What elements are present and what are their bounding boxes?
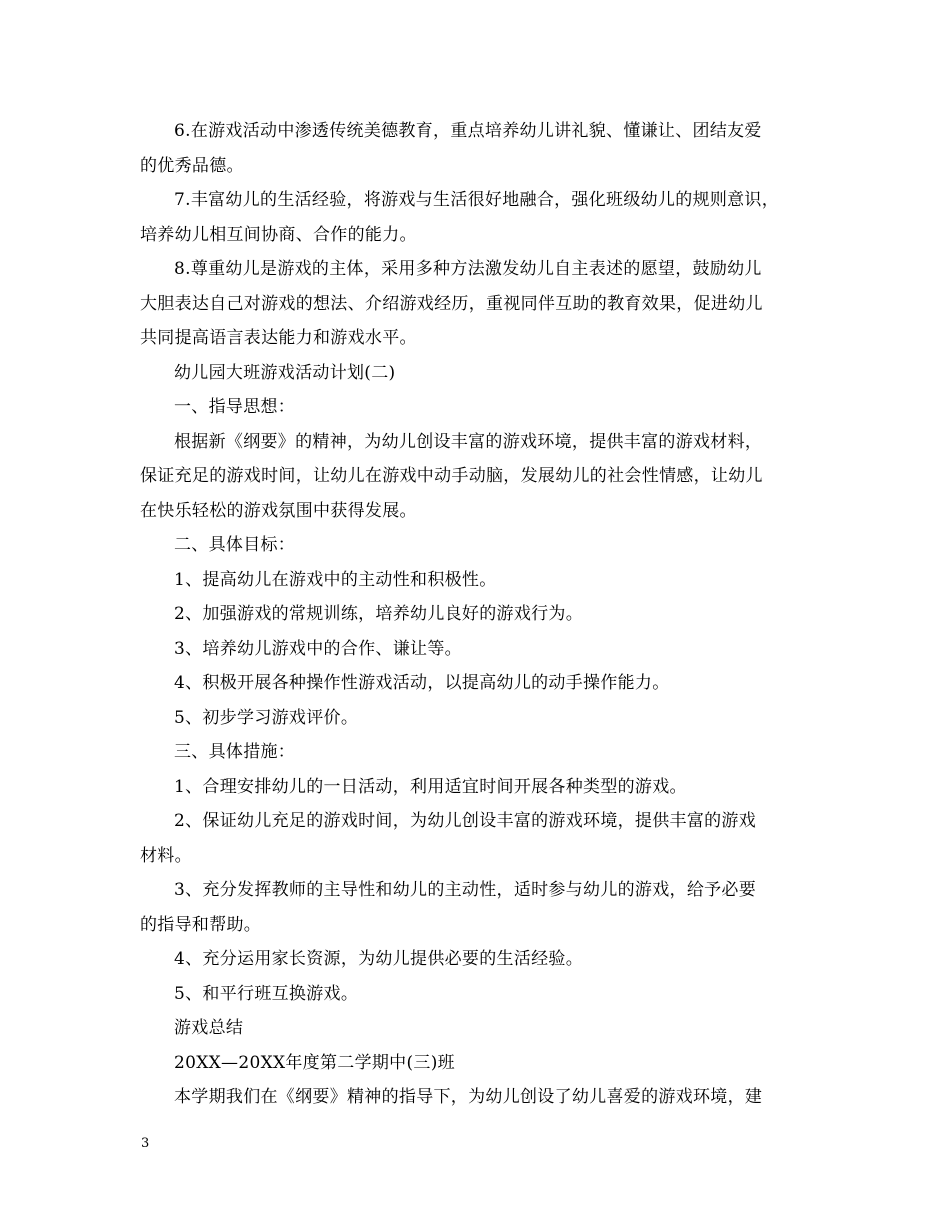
text-line: 2、加强游戏的常规训练，培养幼儿良好的游戏行为。 (174, 604, 584, 624)
text-line: 1、合理安排幼儿的一日活动，利用适宜时间开展各种类型的游戏。 (174, 776, 687, 797)
text-line: 1、提高幼儿在游戏中的主动性和积极性。 (174, 569, 497, 590)
text-line: 的优秀品德。 (140, 155, 244, 176)
text-line: 大胆表达自己对游戏的想法、介绍游戏经历，重视同伴互助的教育效果，促进幼儿 (140, 293, 763, 314)
text-line: 5、初步学习游戏评价。 (174, 707, 359, 728)
text-line: 游戏总结 (174, 1018, 244, 1038)
page-number: 3 (141, 1136, 150, 1151)
text-line: 8.尊重幼儿是游戏的主体，采用多种方法激发幼儿自主表述的愿望，鼓励幼儿 (174, 259, 762, 279)
text-line: 根据新《纲要》的精神，为幼儿创设丰富的游戏环境，提供丰富的游戏材料， (174, 431, 763, 452)
text-line: 幼儿园大班游戏活动计划(二) (174, 362, 396, 383)
text-line: 6.在游戏活动中渗透传统美德教育，重点培养幼儿讲礼貌、懂谦让、团结友爱 (174, 121, 762, 141)
text-line: 20XX—20XX年度第二学期中(三)班 (174, 1052, 455, 1073)
text-line: 5、和平行班互换游戏。 (174, 983, 359, 1004)
text-line: 培养幼儿相互间协商、合作的能力。 (140, 224, 417, 245)
text-line: 3、充分发挥教师的主导性和幼儿的主动性，适时参与幼儿的游戏，给予必要 (174, 880, 757, 900)
text-line: 在快乐轻松的游戏氛围中获得发展。 (140, 500, 417, 521)
document-body (140, 114, 812, 1115)
text-line: 2、保证幼儿充足的游戏时间，为幼儿创设丰富的游戏环境，提供丰富的游戏 (174, 811, 757, 831)
text-line: 三、具体措施： (174, 742, 296, 762)
text-line: 共同提高语言表达能力和游戏水平。 (140, 328, 417, 348)
text-line: 本学期我们在《纲要》精神的指导下，为幼儿创设了幼儿喜爱的游戏环境，建 (174, 1087, 763, 1107)
text-line: 7.丰富幼儿的生活经验，将游戏与生活很好地融合，强化班级幼儿的规则意识， (174, 190, 780, 210)
text-line: 二、具体目标： (174, 535, 296, 555)
text-line: 材料。 (140, 845, 192, 866)
text-line: 3、培养幼儿游戏中的合作、谦让等。 (174, 638, 462, 659)
text-line: 4、积极开展各种操作性游戏活动，以提高幼儿的动手操作能力。 (174, 673, 670, 693)
text-line: 的指导和帮助。 (140, 914, 262, 935)
text-line: 一、指导思想： (174, 397, 296, 417)
text-line: 4、充分运用家长资源，为幼儿提供必要的生活经验。 (174, 949, 584, 969)
text-line: 保证充足的游戏时间，让幼儿在游戏中动手动脑，发展幼儿的社会性情感，让幼儿 (140, 466, 763, 486)
